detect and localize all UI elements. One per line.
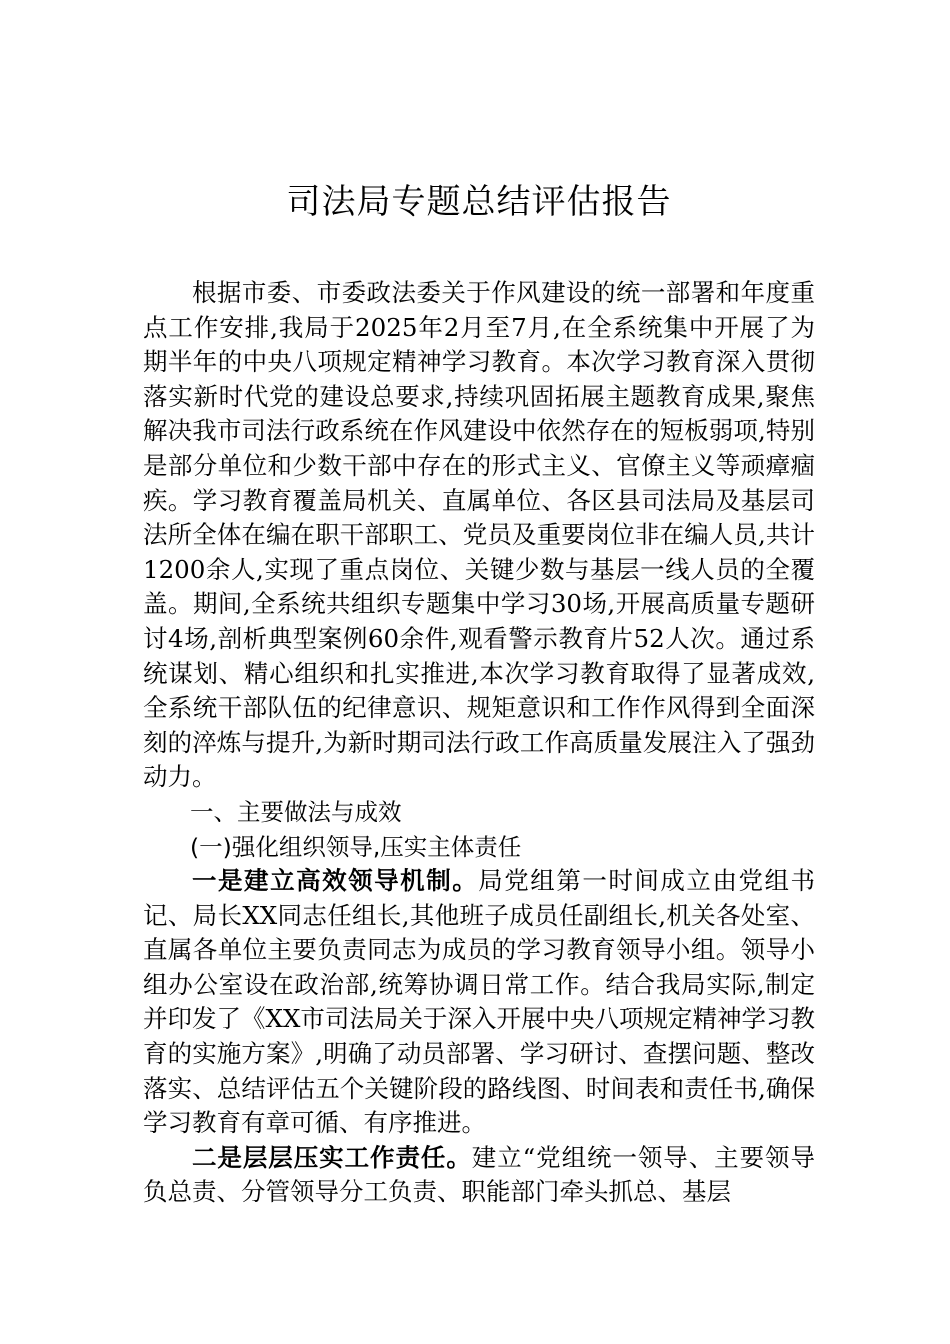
point-body-2: 建立“党组统一领导、主要领导负总责、分管领导分工负责、职能部门牵头抓总、基层 [143, 1142, 815, 1207]
document-body [143, 276, 815, 1210]
point-paragraph-2 [143, 1141, 815, 1210]
section-heading-1: 一、主要做法与成效 [190, 797, 402, 826]
point-lead-1: 一是建立高效领导机制。 [192, 866, 479, 896]
point-body-1: 局党组第一时间成立由党组书记、局长XX同志任组长,其他班子成员任副组长,机关各处室、直属各单位主要负责同志为成员的学习教育领导小组。领导小组办公室设在政治部,统筹协调日常工作。结合我局实际,制定并印发了《XX市司法局关于深入开展中央八项规定精神学习教育的实施方案》,明确了动员部署、学习研讨、查摆问题、整改落实、总结评估五个关键阶段的路线图、时间表和责任书,确保学习教育有章可循、有序推进。 [143, 866, 816, 1138]
intro-paragraph: 根据市委、市委政法委关于作风建设的统一部署和年度重点工作安排,我局于2025年2月至7月,在全系统集中开展了为期半年的中央八项规定精神学习教育。本次学习教育深入贯彻落实新时代党的建设总要求,持续巩固拓展主题教育成果,聚焦解决我市司法行政系统在作风建设中依然存在的短板弱项,特别是部分单位和少数干部中存在的形式主义、官僚主义等顽瘴痼疾。学习教育覆盖局机关、直属单位、各区县司法局及基层司法所全体在编在职干部职工、党员及重要岗位非在编人员,共计1200余人,实现了重点岗位、关键少数与基层一线人员的全覆盖。期间,全系统共组织专题集中学习30场,开展高质量专题研讨4场,剖析典型案例60余件,观看警示教育片52人次。通过系统谋划、精心组织和扎实推进,本次学习教育取得了显著成效,全系统干部队伍的纪律意识、规矩意识和工作作风得到全面深刻的淬炼与提升,为新时期司法行政工作高质量发展注入了强劲动力。 [143, 278, 815, 792]
document-title: 司法局专题总结评估报告 [286, 182, 672, 222]
subsection-heading-1: (一)强化组织领导,压实主体责任 [190, 832, 522, 861]
point-paragraph-1 [143, 864, 815, 1141]
point-lead-2: 二是层层压实工作责任。 [192, 1142, 472, 1172]
document-page [143, 178, 815, 1210]
